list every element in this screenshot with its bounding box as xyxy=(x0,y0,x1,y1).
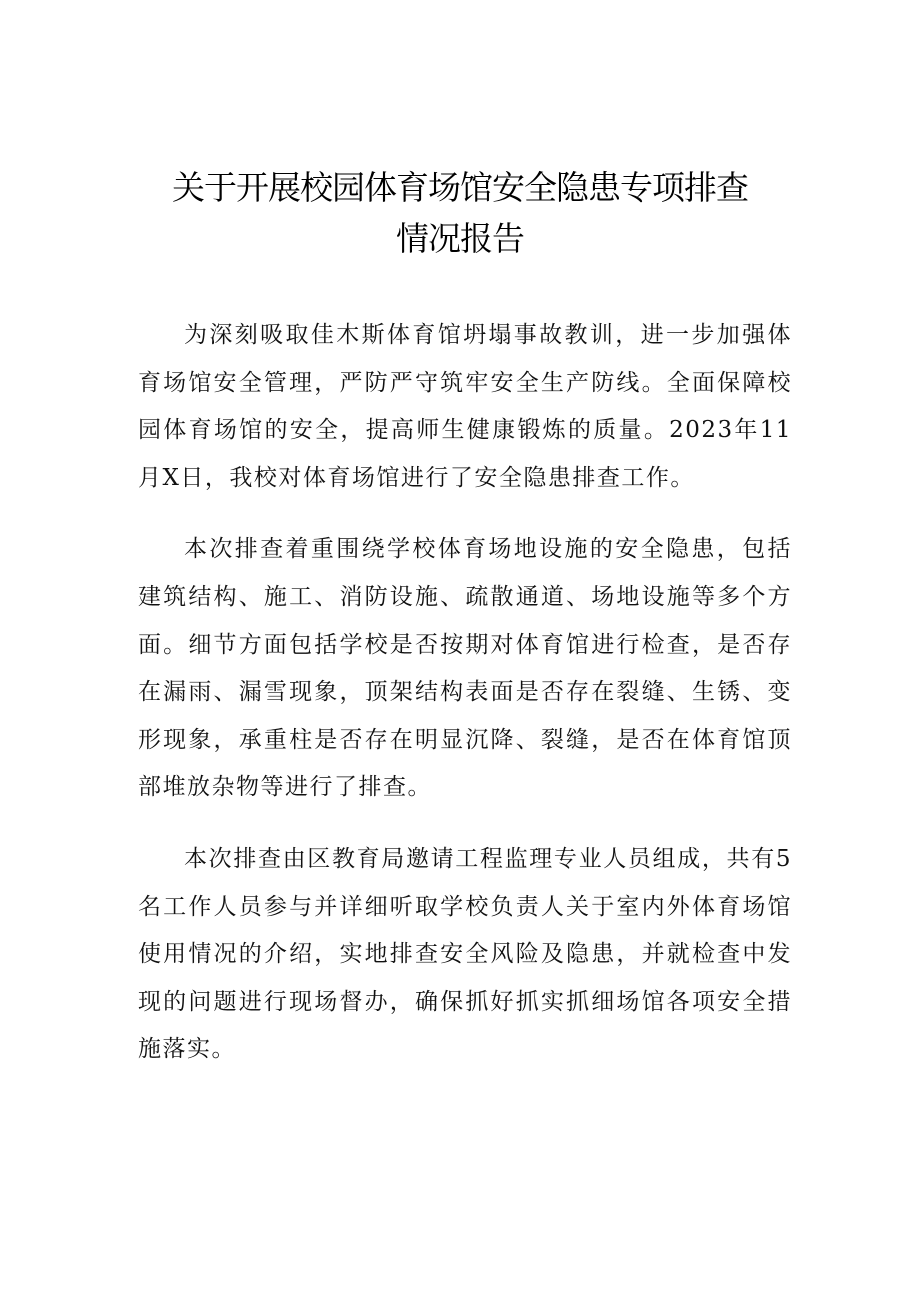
document-body xyxy=(138,312,792,1098)
document-title-line-2: 情况报告 xyxy=(396,219,524,258)
document-title-line-1: 关于开展校园体育场馆安全隐患专项排查 xyxy=(172,168,748,207)
paragraph-1: 为深刻吸取佳木斯体育馆坍塌事故教训，进一步加强体育场馆安全管理，严防严守筑牢安全生产防线。全面保障校园体育场馆的安全，提高师生健康锻炼的质量。2023年11月X日，我校对体育场馆进行了安全隐患排查工作。 xyxy=(138,322,792,491)
paragraph-2: 本次排查着重围绕学校体育场地设施的安全隐患，包括建筑结构、施工、消防设施、疏散通道、场地设施等多个方面。细节方面包括学校是否按期对体育馆进行检查，是否存在漏雨、漏雪现象，顶架结构表面是否存在裂缝、生锈、变形现象，承重柱是否存在明显沉降、裂缝，是否在体育馆顶部堆放杂物等进行了排查。 xyxy=(138,536,792,801)
paragraph-3: 本次排查由区教育局邀请工程监理专业人员组成，共有5名工作人员参与并详细听取学校负责人关于室内外体育场馆使用情况的介绍，实地排查安全风险及隐患，并就检查中发现的问题进行现场督办，确保抓好抓实抓细场馆各项安全措施落实。 xyxy=(138,845,792,1063)
